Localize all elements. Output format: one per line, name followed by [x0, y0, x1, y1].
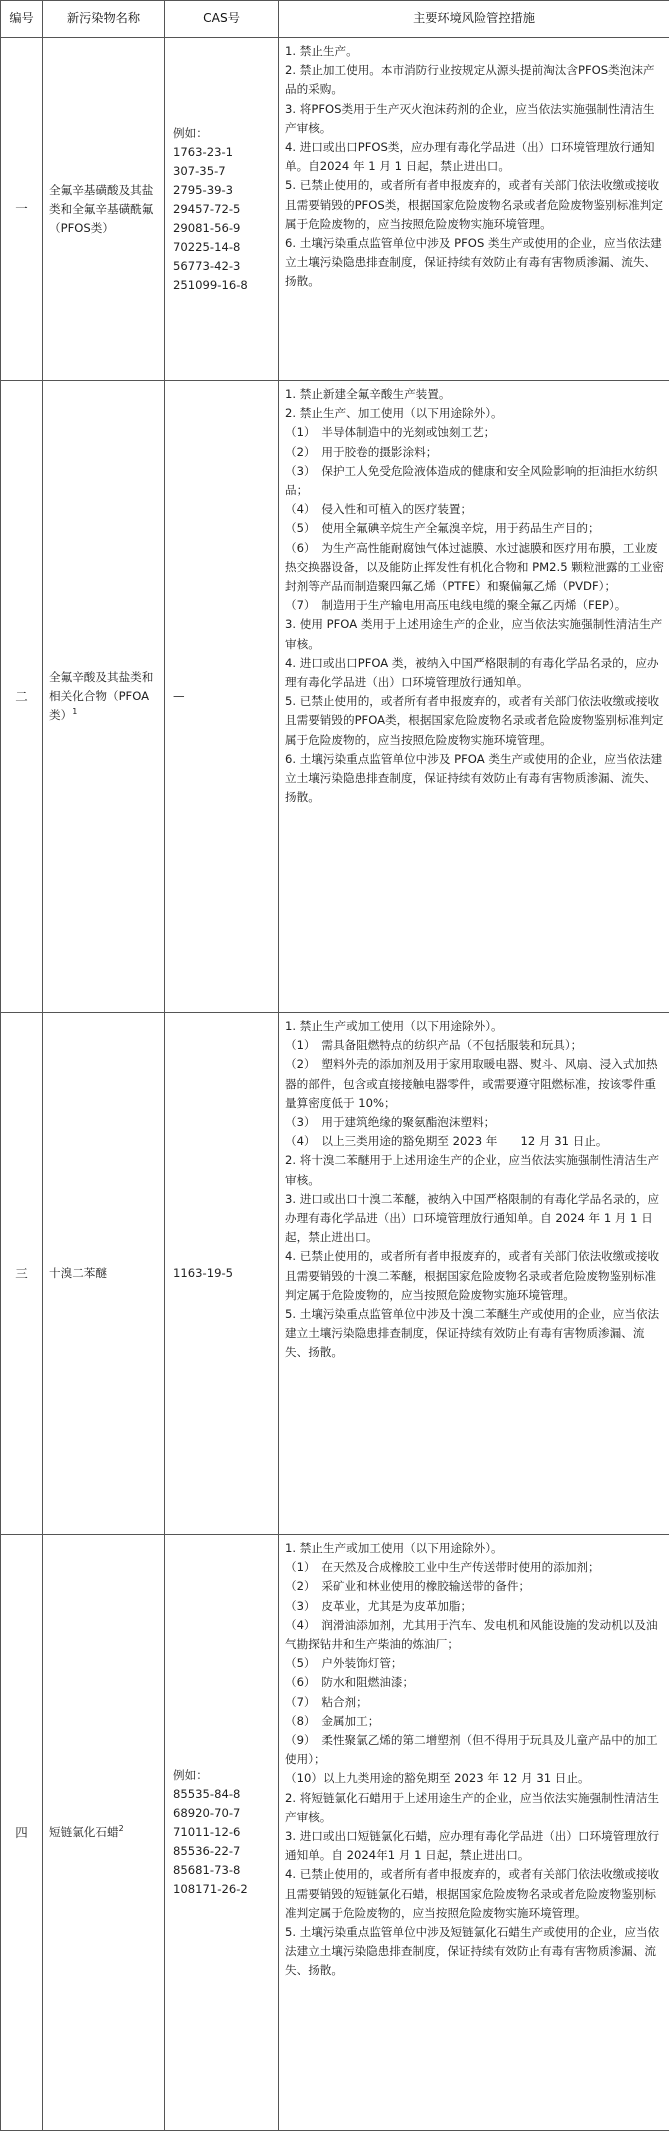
header-cas: CAS号 [165, 1, 279, 38]
measure-line: 2. 将十溴二苯醚用于上述用途生产的企业，应当依法实施强制性清洁生产审核。 [285, 1153, 660, 1187]
pollutant-name-text: 短链氯化石蜡 [49, 1825, 119, 1839]
cas-number: 85535-84-8 [173, 1787, 241, 1801]
table-row [1, 381, 669, 1013]
measure-line: （5） 使用全氟碘辛烷生产全氟溴辛烷，用于药品生产目的； [285, 521, 600, 536]
measure-line: 2. 禁止生产、加工使用（以下用途除外）。 [285, 406, 503, 421]
cas-number: 56773-42-3 [173, 258, 241, 273]
cas-number: 1763-23-1 [173, 144, 234, 159]
measure-line: （4） 润滑油添加剂，尤其用于汽车、发电机和风能设施的发动机以及油气勘探钻井和生产柴油的炼油厂； [285, 1617, 658, 1652]
pollutant-name [43, 381, 165, 1013]
header-measures: 主要环境风险管控措施 [279, 1, 669, 38]
measure-line: 5. 土壤污染重点监管单位中涉及十溴二苯醚生产或使用的企业，应当依法建立土壤污染隐患排查制度，保证持续有效防止有毒有害物质渗漏、流失、扬散。 [285, 1307, 660, 1360]
measures-list [285, 1539, 665, 1981]
cas-number: 85536-22-7 [173, 1844, 241, 1858]
pollutant-name [43, 38, 165, 381]
measures-cell [279, 1013, 669, 1535]
row-number: 四 [1, 1535, 43, 2131]
measures-list [285, 385, 665, 807]
pollutant-name-text: 全氟辛酸及其盐类和相关化合物（PFOA 类） [49, 670, 154, 722]
measure-line: （5） 户外装饰灯管； [285, 1656, 403, 1671]
pollutant-name-text: 全氟辛基磺酸及其盐类和全氟辛基磺酰氟（PFOS类） [49, 182, 154, 235]
cas-cell [165, 38, 279, 381]
measure-line: 1. 禁止生产或加工使用（以下用途除外）。 [285, 1019, 503, 1033]
header-name: 新污染物名称 [43, 1, 165, 38]
table-row [1, 38, 669, 381]
measure-line: 4. 已禁止使用的，或者所有者申报废弃的，或者有关部门依法收缴或接收且需要销毁的十溴二苯醚，根据国家危险废物名录或者危险废物鉴别标准判定属于危险废物的，应当按照危险废物实施环境管理。 [285, 1249, 660, 1302]
measure-line: 3. 进口或出口十溴二苯醚，被纳入中国严格限制的有毒化学品名录的，应办理有毒化学品进（出）口环境管理放行通知单。自 2024 年 1 月 1 日起，禁止进出口。 [285, 1191, 660, 1245]
cas-number: 71011-12-6 [173, 1825, 241, 1839]
header-num: 编号 [1, 1, 43, 38]
cas-label: — [173, 689, 185, 703]
cas-number: 2795-39-3 [173, 182, 234, 197]
cas-number: 29081-56-9 [173, 220, 241, 235]
measure-line: （3） 用于建筑绝缘的聚氨酯泡沫塑料； [285, 1115, 496, 1130]
measure-line: 2. 禁止加工使用。本市消防行业按规定从源头提前淘汰含PFOS类泡沫产品的采购。 [285, 63, 655, 97]
cas-label: 1163-19-5 [173, 1266, 234, 1280]
measure-line: 2. 将短链氯化石蜡用于上述用途生产的企业，应当依法实施强制性清洁生产审核。 [285, 1790, 660, 1824]
measure-line: 6. 土壤污染重点监管单位中涉及 PFOS 类生产或使用的企业，应当依法建立土壤污染隐患排查制度，保证持续有效防止有毒有害物质渗漏、流失、扬散。 [285, 236, 662, 289]
pollutant-name [43, 1013, 165, 1535]
measure-line: （1） 在天然及合成橡胶工业中生产传送带时使用的添加剂； [285, 1560, 600, 1575]
measure-line: 4. 已禁止使用的，或者所有者申报废弃的，或者有关部门依法收缴或接收且需要销毁的短链氯化石蜡，根据国家危险废物名录或者危险废物鉴别标准判定属于危险废物的，应当按照危险废物实施环境管理。 [285, 1867, 660, 1920]
measure-line: （2） 用于胶卷的摄影涂料； [285, 444, 438, 459]
measure-line: （6） 防水和阻燃油漆； [285, 1675, 415, 1690]
pollutant-name-text: 十溴二苯醚 [49, 1266, 107, 1280]
measure-line: 1. 禁止生产。 [285, 44, 358, 58]
measure-line: （3） 保护工人免受危险液体造成的健康和安全风险影响的拒油拒水纺织品； [285, 463, 658, 498]
cas-cell [165, 1535, 279, 2131]
measure-line: 4. 进口或出口PFOA 类，被纳入中国严格限制的有毒化学品名录的，应办理有毒化学品进（出）口环境管理放行通知单。 [285, 655, 659, 690]
cas-number: 108171-26-2 [173, 1882, 248, 1896]
cas-list [173, 143, 276, 295]
cas-number: 85681-73-8 [173, 1863, 241, 1877]
pollutant-name [43, 1535, 165, 2131]
cas-list [173, 1785, 276, 1899]
measures-cell [279, 381, 669, 1013]
measure-line: （9） 柔性聚氯乙烯的第二增塑剂（但不得用于玩具及儿童产品中的加工使用）； [285, 1733, 658, 1767]
measure-line: （7） 粘合剂； [285, 1694, 368, 1709]
measure-line: （3） 皮革业，尤其是为皮革加脂； [285, 1598, 473, 1613]
measure-line: 5. 已禁止使用的，或者所有者申报废弃的，或者有关部门依法收缴或接收且需要销毁的PFOS类，根据国家危险废物名录或者危险废物鉴别标准判定属于危险废物的，应当按照危险废物实施环境管理。 [285, 178, 663, 231]
measure-line: （4） 以上三类用途的豁免期至 2023 年 12 月 31 日止。 [285, 1134, 608, 1149]
table-header-row [1, 1, 669, 38]
measure-line: 3. 将PFOS类用于生产灭火泡沫药剂的企业，应当依法实施强制性清洁生产审核。 [285, 101, 655, 135]
cas-label: 例如： [173, 125, 208, 140]
measure-line: 6. 土壤污染重点监管单位中涉及 PFOA 类生产或使用的企业，应当依法建立土壤污染隐患排查制度，保证持续有效防止有毒有害物质渗漏、流失、扬散。 [285, 751, 663, 805]
footnote-mark: 2 [118, 1824, 124, 1834]
table-row [1, 1013, 669, 1535]
cas-cell [165, 381, 279, 1013]
measure-line: 3. 进口或出口短链氯化石蜡，应办理有毒化学品进（出）口环境管理放行通知单。自 2024年1 月 1 日起，禁止进出口。 [285, 1829, 660, 1863]
cas-number: 68920-70-7 [173, 1806, 241, 1820]
measures-list [285, 1017, 665, 1363]
cas-label: 例如： [173, 1768, 208, 1782]
table-row [1, 1535, 669, 2131]
measure-line: 5. 已禁止使用的，或者所有者申报废弃的，或者有关部门依法收缴或接收且需要销毁的PFOA类，根据国家危险废物名录或者危险废物鉴别标准判定属于危险废物的，应当按照危险废物实施环境管理。 [285, 694, 664, 747]
measure-line: （10）以上九类用途的豁免期至 2023 年 12 月 31 日止。 [285, 1771, 590, 1786]
measure-line: （1） 半导体制造中的光刻或蚀刻工艺； [285, 425, 496, 440]
measure-line: 4. 进口或出口PFOS类，应办理有毒化学品进（出）口环境管理放行通知单。自2024 年 1 月 1 日起，禁止进出口。 [285, 140, 655, 174]
measure-line: （7） 制造用于生产输电用高压电线电缆的聚全氟乙丙烯（FEP）。 [285, 598, 627, 613]
measure-line: （6） 为生产高性能耐腐蚀气体过滤膜、水过滤膜和医疗用布膜，工业废热交换器设备，以及能防止挥发性有机化合物和 PM2.5 颗粒泄露的工业密封剂等产品而制造聚四氟乙烯（PTFE）和聚偏氟乙烯（PVDF）； [285, 540, 665, 594]
row-number: 一 [1, 38, 43, 381]
measure-line: （8） 金属加工； [285, 1713, 380, 1728]
measure-line: 3. 使用 PFOA 类用于上述用途生产的企业，应当依法实施强制性清洁生产审核。 [285, 617, 663, 651]
measure-line: 5. 土壤污染重点监管单位中涉及短链氯化石蜡生产或使用的企业，应当依法建立土壤污染隐患排查制度，保证持续有效防止有毒有害物质渗漏、流失、扬散。 [285, 1925, 660, 1978]
measure-line: （2） 塑料外壳的添加剂及用于家用取暖电器、熨斗、风扇、浸入式加热器的部件，包含或直接接触电器零件，或需要遵守阻燃标准，按该零件重量算密度低于 10%； [285, 1057, 658, 1110]
row-number: 三 [1, 1013, 43, 1535]
cas-number: 307-35-7 [173, 163, 226, 178]
measure-line: 1. 禁止生产或加工使用（以下用途除外）。 [285, 1541, 503, 1555]
cas-number: 29457-72-5 [173, 201, 241, 216]
cas-cell [165, 1013, 279, 1535]
footnote-mark: 1 [72, 707, 78, 717]
cas-number: 251099-16-8 [173, 277, 248, 292]
measure-line: （2） 采矿业和林业使用的橡胶输送带的备件； [285, 1579, 531, 1594]
measures-list [285, 42, 665, 292]
measures-cell [279, 38, 669, 381]
measure-line: 1. 禁止新建全氟辛酸生产装置。 [285, 387, 451, 401]
row-number: 二 [1, 381, 43, 1013]
cas-number: 70225-14-8 [173, 239, 241, 254]
measure-line: （4） 侵入性和可植入的医疗装置； [285, 502, 473, 517]
measures-cell [279, 1535, 669, 2131]
measure-line: （1） 需具备阻燃特点的纺织产品（不包括服装和玩具）； [285, 1038, 583, 1053]
